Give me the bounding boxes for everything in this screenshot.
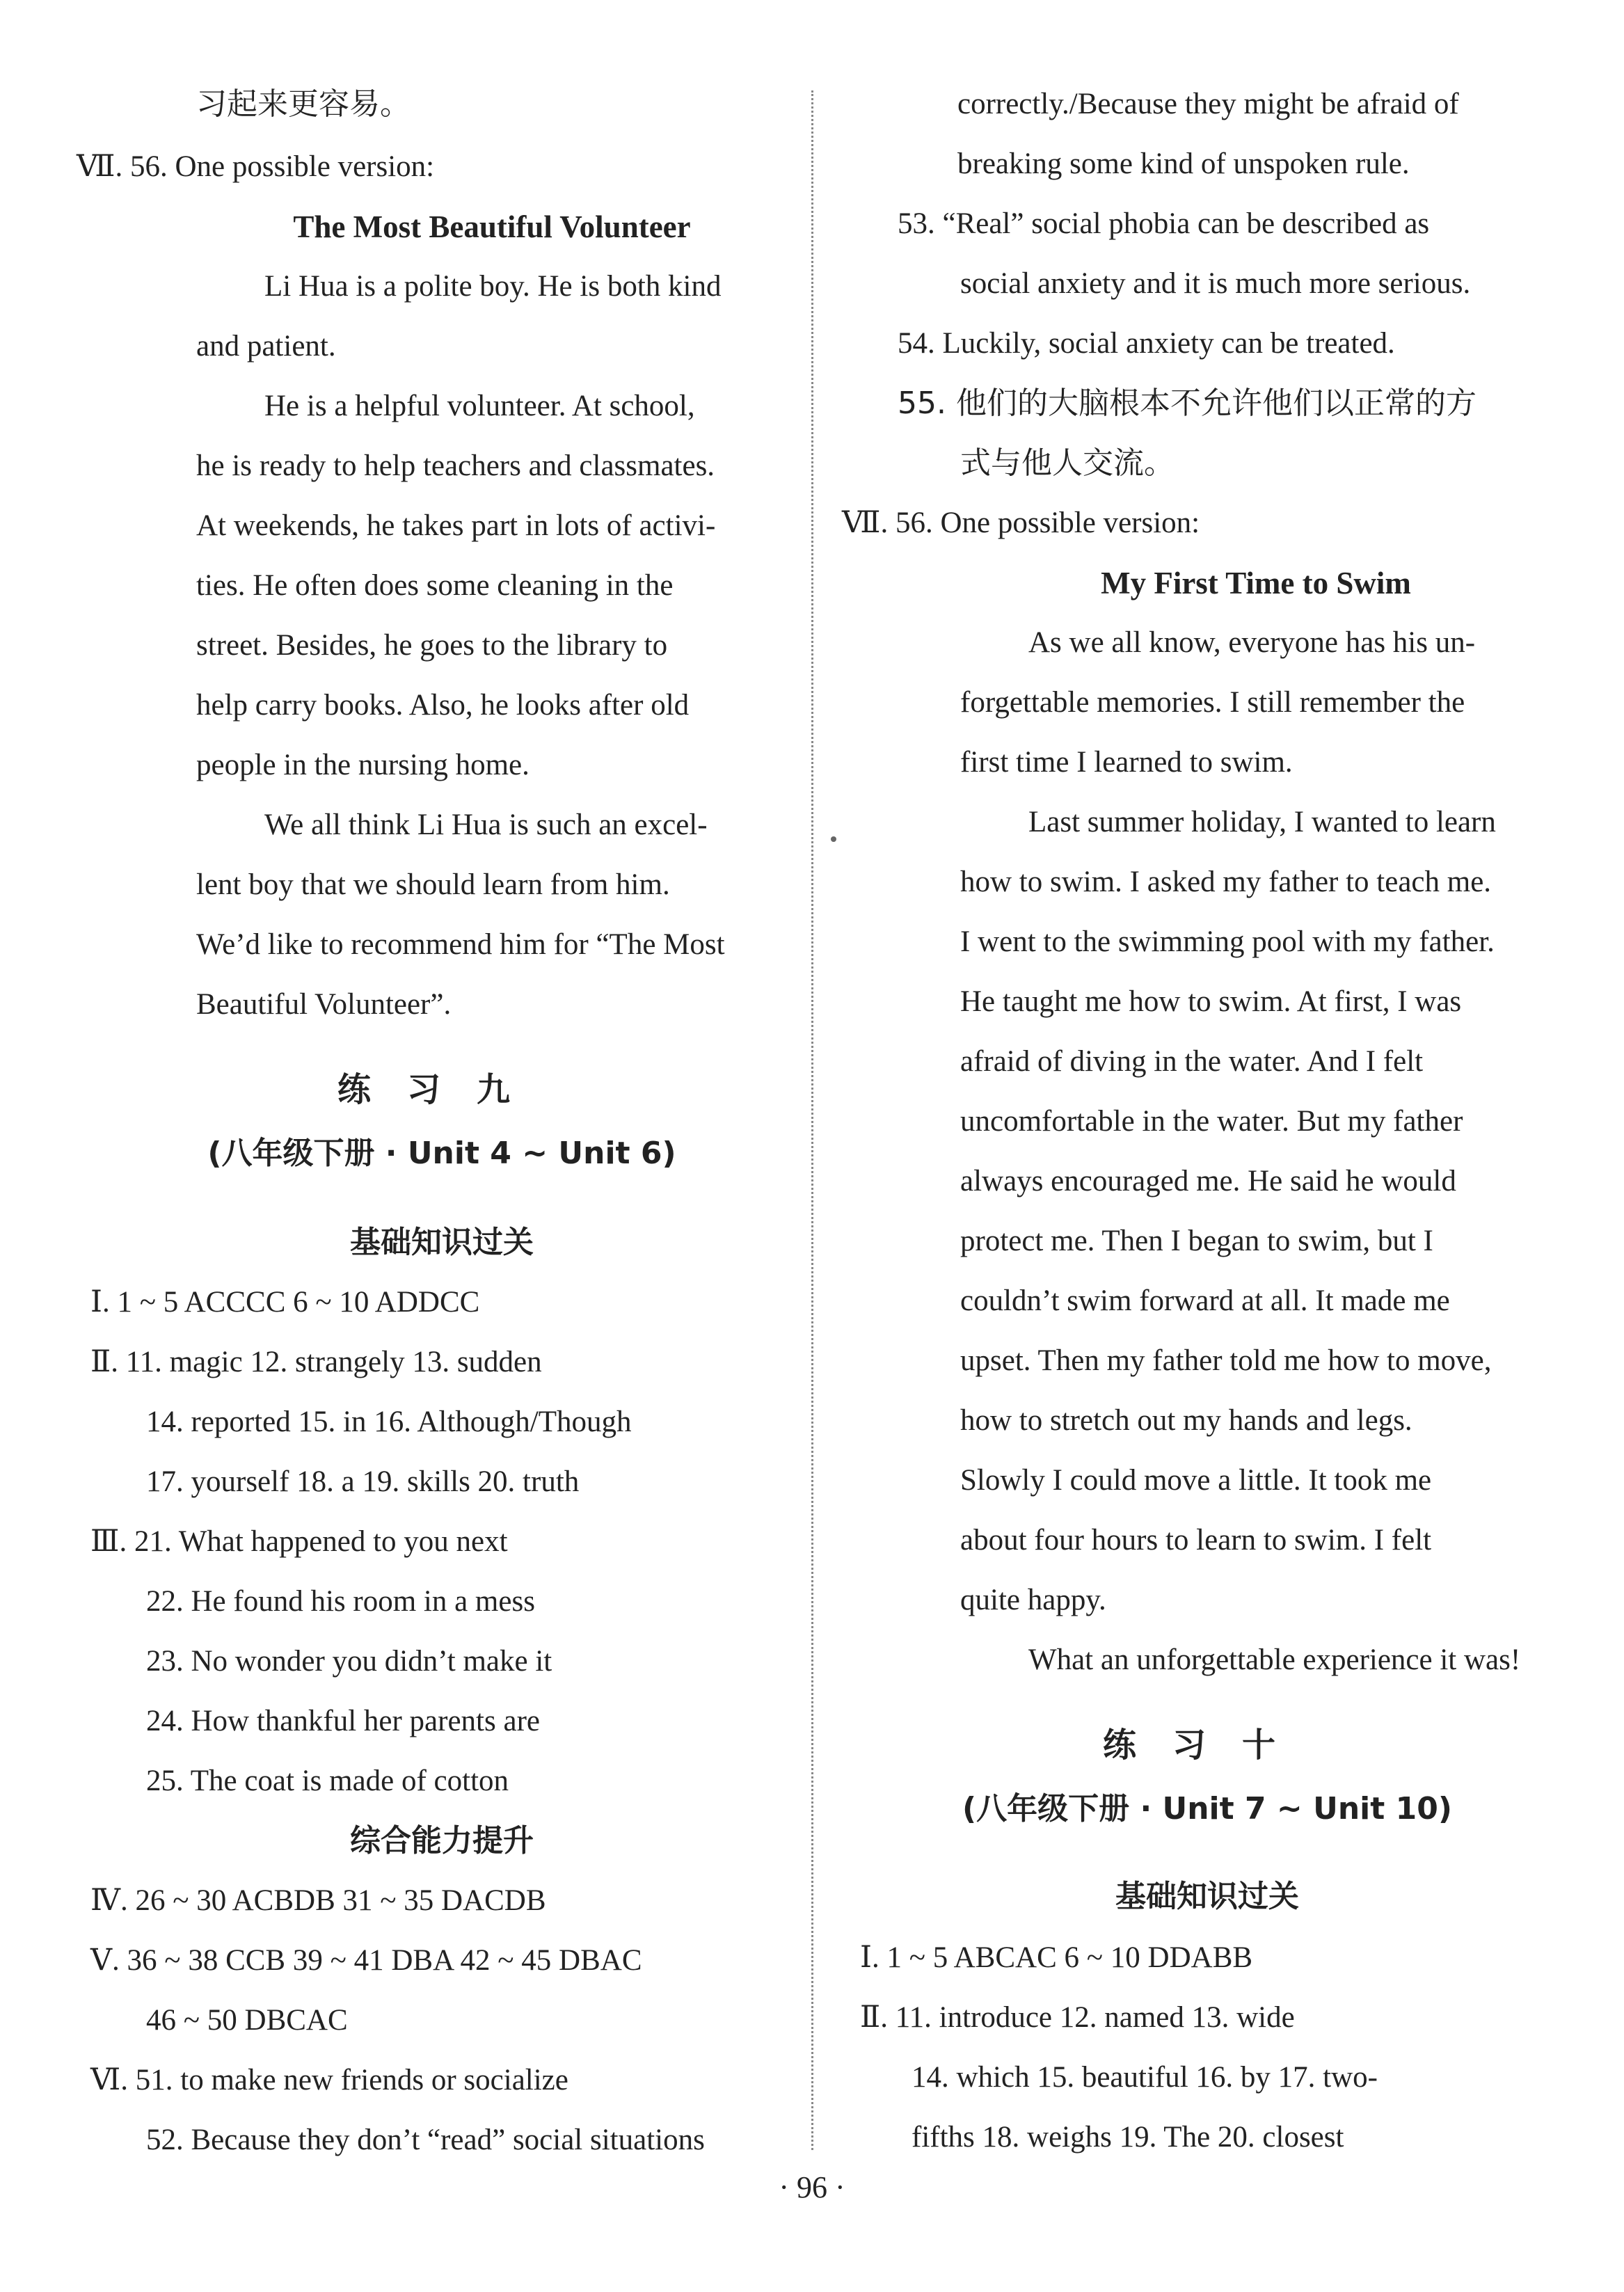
essay2-line: He taught me how to swim. At first, I was: [960, 985, 1462, 1018]
answer-line: Ⅰ. 1 ~ 5 ACCCC 6 ~ 10 ADDCC: [90, 1286, 480, 1319]
right-line: 54. Luckily, social anxiety can be treated.: [898, 327, 1395, 360]
section-heading-ten: 练习十: [1102, 1726, 1312, 1765]
essay1-line: he is ready to help teachers and classmates.: [196, 449, 715, 482]
essay1-line: At weekends, he takes part in lots of activi-: [196, 509, 716, 542]
essay1-line: Li Hua is a polite boy. He is both kind: [264, 270, 722, 303]
right-line: correctly./Because they might be afraid of: [957, 88, 1459, 120]
answer-line: 52. Because they don’t “read” social situations: [146, 2124, 705, 2156]
essay2-line: first time I learned to swim.: [960, 746, 1293, 779]
essay2-line: uncomfortable in the water. But my father: [960, 1105, 1463, 1138]
right-line-chinese: 式与他人交流。: [960, 445, 1175, 481]
essay1-line: We’d like to recommend him for “The Most: [196, 928, 725, 961]
divider-dot: [831, 836, 836, 842]
essay1-line: Beautiful Volunteer”.: [196, 988, 452, 1021]
answer-line: 46 ~ 50 DBCAC: [146, 2004, 348, 2037]
essay2-line: Slowly I could move a little. It took me: [960, 1464, 1432, 1497]
essay2-line: forgettable memories. I still remember the: [960, 686, 1465, 719]
essay2-line: upset. Then my father told me how to move,: [960, 1344, 1492, 1377]
essay1-line: street. Besides, he goes to the library to: [196, 629, 668, 662]
essay1-line: and patient.: [196, 330, 336, 363]
essay2-line: afraid of diving in the water. And I felt: [960, 1045, 1424, 1078]
right-line: breaking some kind of unspoken rule.: [957, 148, 1410, 180]
essay2-line: quite happy.: [960, 1584, 1106, 1616]
essay2-line: Last summer holiday, I wanted to learn: [1028, 806, 1496, 838]
heading-basic-knowledge-ten: 基础知识过关: [1115, 1879, 1299, 1914]
section-heading-nine: 练习九: [337, 1070, 546, 1109]
answer-line: Ⅵ. 51. to make new friends or socialize: [90, 2064, 568, 2096]
essay1-line: We all think Li Hua is such an excel-: [264, 809, 708, 841]
answer-line: 23. No wonder you didn’t make it: [146, 1645, 552, 1678]
essay2-line: always encouraged me. He said he would: [960, 1165, 1456, 1197]
answer-line: 14. reported 15. in 16. Although/Though: [146, 1406, 632, 1438]
essay2-line: What an unforgettable experience it was!: [1028, 1644, 1521, 1676]
answer-line: Ⅴ. 36 ~ 38 CCB 39 ~ 41 DBA 42 ~ 45 DBAC: [90, 1944, 642, 1977]
left-q56-label: Ⅶ. 56. One possible version:: [77, 150, 435, 183]
answer-line: Ⅱ. 11. introduce 12. named 13. wide: [860, 2001, 1295, 2034]
answer-line: 22. He found his room in a mess: [146, 1585, 535, 1618]
heading-basic-knowledge: 基础知识过关: [350, 1225, 534, 1260]
answer-line: 25. The coat is made of cotton: [146, 1765, 509, 1797]
section-subheading-ten: (八年级下册 · Unit 7 ~ Unit 10): [962, 1791, 1452, 1827]
essay1-line: He is a helpful volunteer. At school,: [264, 390, 695, 422]
heading-ability: 综合能力提升: [350, 1823, 534, 1859]
answer-line: Ⅱ. 11. magic 12. strangely 13. sudden: [90, 1346, 542, 1378]
answer-line: 17. yourself 18. a 19. skills 20. truth: [146, 1465, 580, 1498]
essay2-line: how to swim. I asked my father to teach me.: [960, 866, 1492, 898]
essay2-line: how to stretch out my hands and legs.: [960, 1404, 1412, 1437]
essay2-line: I went to the swimming pool with my father.: [960, 925, 1495, 958]
answer-line: 24. How thankful her parents are: [146, 1705, 540, 1737]
answer-line: fifths 18. weighs 19. The 20. closest: [911, 2121, 1344, 2154]
essay-title-volunteer: The Most Beautiful Volunteer: [293, 209, 691, 244]
essay1-line: people in the nursing home.: [196, 749, 530, 781]
essay1-line: help carry books. Also, he looks after old: [196, 689, 690, 722]
essay2-line: about four hours to learn to swim. I felt: [960, 1524, 1432, 1557]
right-line: 53. “Real” social phobia can be described as: [898, 207, 1430, 240]
left-line-chinese-cont: 习起来更容易。: [196, 86, 411, 122]
column-divider: [811, 90, 813, 2150]
right-line-chinese: 55. 他们的大脑根本不允许他们以正常的方: [898, 385, 1476, 421]
answer-line: 14. which 15. beautiful 16. by 17. two-: [911, 2061, 1378, 2094]
right-line: social anxiety and it is much more serious.: [960, 267, 1471, 300]
essay1-line: ties. He often does some cleaning in the: [196, 569, 674, 602]
right-q56-label: Ⅶ. 56. One possible version:: [842, 507, 1200, 539]
essay-title-swim: My First Time to Swim: [1101, 566, 1411, 600]
answer-line: Ⅳ. 26 ~ 30 ACBDB 31 ~ 35 DACDB: [90, 1884, 546, 1917]
answer-line: Ⅰ. 1 ~ 5 ABCAC 6 ~ 10 DDABB: [860, 1941, 1253, 1974]
essay2-line: protect me. Then I began to swim, but I: [960, 1225, 1433, 1257]
essay1-line: lent boy that we should learn from him.: [196, 868, 670, 901]
essay2-line: As we all know, everyone has his un-: [1028, 626, 1476, 659]
page-number: · 96 ·: [779, 2170, 845, 2204]
section-subheading-nine: (八年级下册 · Unit 4 ~ Unit 6): [207, 1136, 676, 1171]
essay2-line: couldn’t swim forward at all. It made me: [960, 1284, 1450, 1317]
answer-line: Ⅲ. 21. What happened to you next: [90, 1525, 508, 1558]
